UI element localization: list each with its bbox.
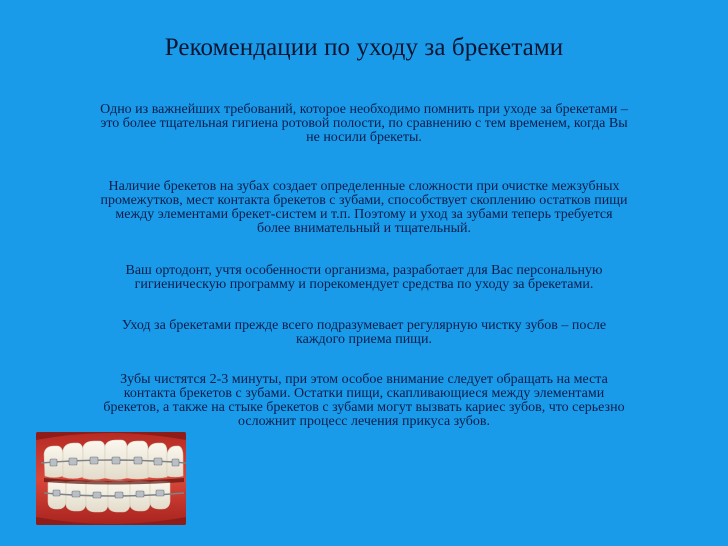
paragraph-line: Наличие брекетов на зубах создает определенные сложности при очистке межзубных: [108, 179, 620, 194]
paragraph-line: промежутков, мест контакта брекетов с зубами, способствует скоплению остатков пищи: [100, 193, 628, 208]
paragraph-line: более внимательный и тщательный.: [257, 221, 471, 236]
braces-teeth-photo: [36, 432, 186, 525]
paragraph-brushing: [40, 319, 688, 347]
paragraph-line: Одно из важнейших требований, которое необходимо помнить при уходе за брекетами –: [100, 102, 628, 117]
paragraph-line: Уход за брекетами прежде всего подразумевает регулярную чистку зубов – после: [121, 318, 607, 333]
paragraph-line: Зубы чистятся 2-3 минуты, при этом особое внимание следует обращать на места: [120, 372, 608, 387]
paragraph-duration: [40, 373, 688, 429]
paragraph-line: не носили брекеты.: [306, 130, 422, 145]
slide-title: Рекомендации по уходу за брекетами: [164, 34, 564, 61]
paragraph-line: контакта брекетов с зубами. Остатки пищи, скапливающиеся между элементами: [123, 386, 605, 401]
braces-teeth-icon: [36, 432, 186, 525]
paragraph-line: гигиеническую программу и порекомендует средства по уходу за брекетами.: [134, 277, 594, 292]
paragraph-difficulties: [40, 180, 688, 236]
paragraph-orthodontist: [40, 264, 688, 292]
paragraph-line: осложнит процесс лечения прикуса зубов.: [238, 414, 490, 429]
paragraph-line: между элементами брекет-систем и т.п. Поэтому и уход за зубами теперь требуется: [115, 207, 613, 222]
paragraph-hygiene: [40, 103, 688, 145]
paragraph-line: брекетов, а также на стыке брекетов с зубами могут вызвать кариес зубов, что серьезно: [103, 400, 625, 415]
paragraph-line: Ваш ортодонт, учтя особенности организма, разработает для Вас персональную: [125, 263, 603, 278]
paragraph-line: это более тщательная гигиена ротовой полости, по сравнению с тем временем, когда Вы: [100, 116, 628, 131]
paragraph-line: каждого приема пищи.: [296, 332, 432, 347]
